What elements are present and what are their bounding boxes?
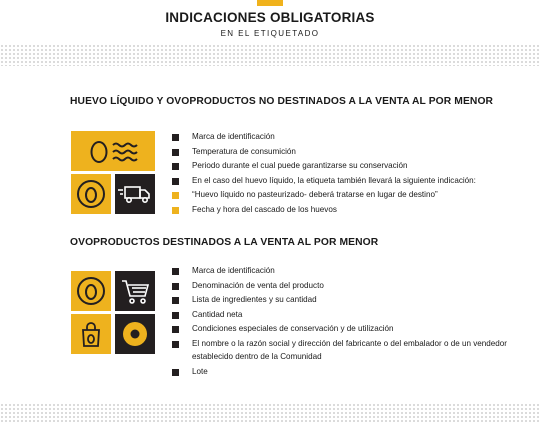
tile-cart xyxy=(115,271,155,311)
tile-egg-circle-2 xyxy=(71,271,111,311)
section-heading-retail: OVOPRODUCTOS DESTINADOS A LA VENTA AL POR MENOR xyxy=(70,237,379,248)
list-item: Cantidad neta xyxy=(172,308,537,323)
list-item: Marca de identificación xyxy=(172,264,537,279)
tile-egg-heat xyxy=(71,131,155,171)
section-heading-no-retail: HUEVO LÍQUIDO Y OVOPRODUCTOS NO DESTINADOS A LA VENTA AL POR MENOR xyxy=(70,96,494,107)
tile-egg-circle xyxy=(71,174,111,214)
list-item: Fecha y hora del cascado de los huevos xyxy=(172,203,476,218)
page-subtitle: EN EL ETIQUETADO xyxy=(220,29,320,38)
egg-circle-icon xyxy=(71,174,111,214)
list-item: Temperatura de consumición xyxy=(172,145,476,160)
heat-waves-icon xyxy=(113,144,137,161)
delivery-truck-icon xyxy=(115,174,155,214)
list-item: Denominación de venta del producto xyxy=(172,279,537,294)
egg-yolk-icon xyxy=(115,314,155,354)
list-item: En el caso del huevo líquido, la etiqueta también llevará la siguiente indicación: xyxy=(172,174,476,189)
egg-circle-icon xyxy=(71,271,111,311)
tile-bag xyxy=(71,314,111,354)
list-item: Lista de ingredientes y su cantidad xyxy=(172,293,537,308)
list-retail xyxy=(172,264,537,379)
list-item: Marca de identificación xyxy=(172,130,476,145)
shopping-bag-icon xyxy=(71,314,111,354)
list-item: Periodo durante el cual puede garantizarse su conservación xyxy=(172,159,476,174)
tile-truck xyxy=(115,174,155,214)
list-no-retail xyxy=(172,130,476,218)
list-item: “Huevo líquido no pasteurizado- deberá tratarse en lugar de destino” xyxy=(172,188,476,203)
page-title: INDICACIONES OBLIGATORIAS xyxy=(165,10,375,25)
dotted-band-bottom xyxy=(0,403,540,423)
shopping-cart-icon xyxy=(115,271,155,311)
header-accent-tab xyxy=(257,0,283,6)
list-item: El nombre o la razón social y dirección del fabricante o del embalador o de un vendedor establecido dentro de la Comunidad xyxy=(172,337,537,365)
list-item: Lote xyxy=(172,365,537,380)
list-item: Condiciones especiales de conservación y de utilización xyxy=(172,322,537,337)
dotted-band-top xyxy=(0,44,540,66)
tile-yolk xyxy=(115,314,155,354)
egg-icon xyxy=(71,131,155,171)
